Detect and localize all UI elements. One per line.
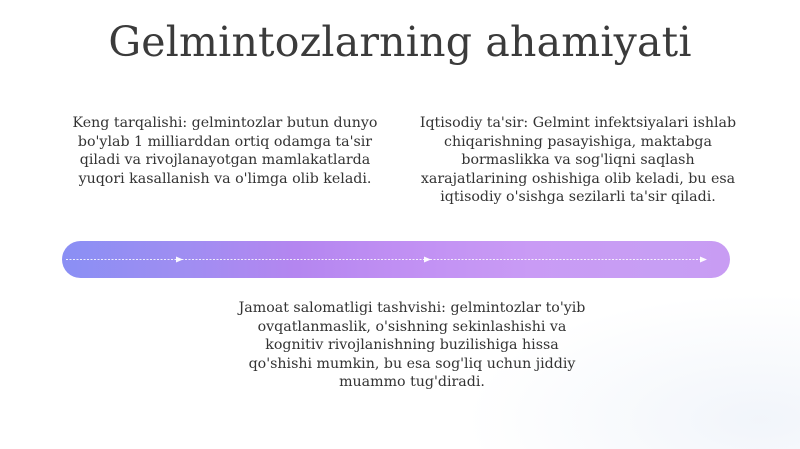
timeline-arrow-3-icon bbox=[700, 257, 707, 263]
timeline-bar bbox=[62, 241, 730, 278]
slide-title: Gelmintozlarning ahamiyati bbox=[108, 18, 692, 66]
timeline-arrow-1-icon bbox=[176, 257, 183, 263]
point-economic-text: Iqtisodiy ta'sir: Gelmint infektsiyalari ishlab chiqarishning pasayishiga, maktabga bormaslikka va sog'liqni saqlash xarajatlarining oshishiga olib keladi, bu esa iqtisodiy o'sishga sezilarli ta'sir qiladi. bbox=[419, 115, 737, 206]
timeline-arrow-2-icon bbox=[424, 257, 431, 263]
point-spread-text: Keng tarqalishi: gelmintozlar butun dunyo bo'ylab 1 milliarddan ortiq odamga ta'sir qiladi va rivojlanayotgan mamlakatlarda yuqori kasallanish va o'limga olib keladi. bbox=[72, 115, 378, 187]
timeline-arrow-line bbox=[62, 241, 730, 278]
point-public-health-text: Jamoat salomatligi tashvishi: gelmintozlar to'yib ovqatlanmaslik, o'sishning sekinlashishi va kognitiv rivojlanishning buzilishiga hissa qo'shishi mumkin, bu esa sog'liq uchun jiddiy muammo tug'diradi. bbox=[238, 300, 586, 391]
